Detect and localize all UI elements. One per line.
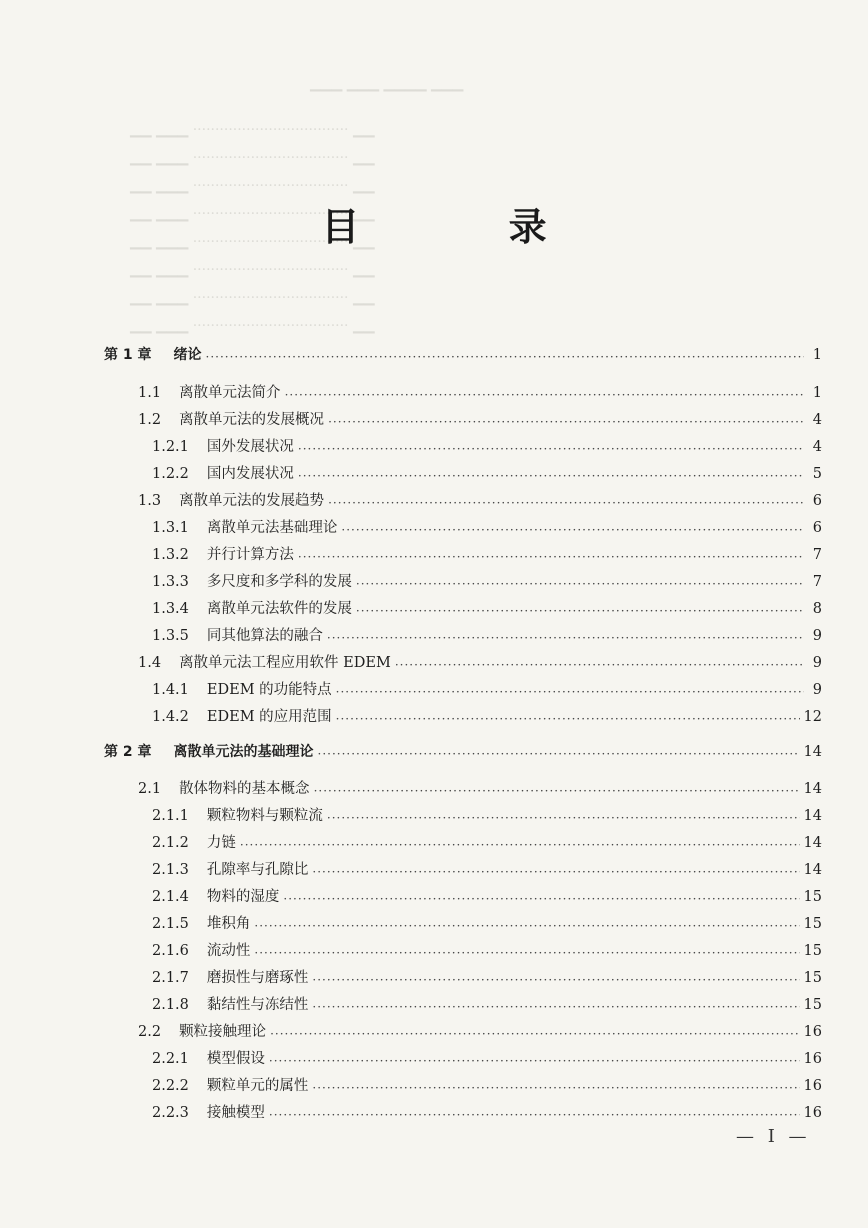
toc-entry[interactable] xyxy=(138,490,822,512)
toc-entry-number: 2.1.7 xyxy=(152,970,189,986)
toc-entry-number: 1.4.2 xyxy=(152,709,189,725)
toc-entry-page-number: 15 xyxy=(803,916,822,932)
toc-entry-number: 1.3.4 xyxy=(152,601,189,617)
toc-entry-number: 1.3.3 xyxy=(152,574,189,590)
toc-entry-title: EDEM 的功能特点 xyxy=(206,682,332,698)
toc-entry-title: 离散单元法的发展概况 xyxy=(179,412,325,428)
toc-entry-title: 颗粒接触理论 xyxy=(179,1024,267,1040)
toc-entry-number: 1.4 xyxy=(138,655,162,671)
toc-entry[interactable] xyxy=(152,967,822,989)
dot-leader xyxy=(240,836,800,854)
toc-entry[interactable] xyxy=(152,886,822,908)
toc-entry-number: 2.1.6 xyxy=(152,943,189,959)
dot-leader xyxy=(318,745,800,763)
toc-entry-page-number: 8 xyxy=(812,601,822,617)
toc-entry-number: 1.1 xyxy=(138,385,162,401)
toc-entry-page-number: 15 xyxy=(803,889,822,905)
toc-entry-number: 2.1.2 xyxy=(152,835,189,851)
toc-entry[interactable] xyxy=(152,625,822,647)
dot-leader xyxy=(312,1079,799,1097)
toc-entry-title: 离散单元法的发展趋势 xyxy=(179,493,325,509)
toc-entry-page-number: 15 xyxy=(803,943,822,959)
toc-entry[interactable] xyxy=(152,1102,822,1124)
toc-entry-page-number: 14 xyxy=(803,808,822,824)
toc-entry[interactable] xyxy=(152,598,822,620)
toc-entry[interactable] xyxy=(152,436,822,458)
toc-entry[interactable] xyxy=(152,544,822,566)
toc-entry-title: 同其他算法的融合 xyxy=(206,628,323,644)
toc-entry-title: 离散单元法软件的发展 xyxy=(206,601,352,617)
dot-leader xyxy=(395,656,804,674)
toc-entry-title: 绪论 xyxy=(173,347,202,363)
toc-entry-page-number: 12 xyxy=(803,709,822,725)
toc-entry-title: 黏结性与冻结性 xyxy=(206,997,309,1013)
toc-entry-number: 2.2.2 xyxy=(152,1078,189,1094)
toc-entry-title: 多尺度和多学科的发展 xyxy=(206,574,352,590)
toc-entry-title: 散体物料的基本概念 xyxy=(179,781,310,797)
dot-leader xyxy=(336,683,804,701)
toc-entry-title: 国外发展状况 xyxy=(206,439,294,455)
toc-entry-number: 2.2.1 xyxy=(152,1051,189,1067)
toc-chapter-entry[interactable] xyxy=(104,344,822,366)
toc-entry-title: 颗粒物料与颗粒流 xyxy=(206,808,323,824)
toc-entry-page-number: 16 xyxy=(803,1078,822,1094)
toc-entry[interactable] xyxy=(138,652,822,674)
toc-entry-page-number: 16 xyxy=(803,1024,822,1040)
toc-entry-title: 离散单元法基础理论 xyxy=(206,520,338,536)
toc-entry-title: 离散单元法的基础理论 xyxy=(173,744,314,760)
toc-entry-page-number: 7 xyxy=(812,547,822,563)
toc-entry-page-number: 9 xyxy=(812,682,822,698)
toc-entry-number: 1.3.5 xyxy=(152,628,189,644)
dot-leader xyxy=(283,890,799,908)
toc-entry-number: 2.2 xyxy=(138,1024,162,1040)
toc-entry[interactable] xyxy=(152,913,822,935)
page-folio: — I — xyxy=(736,1126,811,1147)
toc-entry-page-number: 9 xyxy=(812,628,822,644)
toc-entry-number: 2.1 xyxy=(138,781,162,797)
toc-entry-page-number: 6 xyxy=(812,493,822,509)
toc-entry-page-number: 14 xyxy=(803,744,822,760)
toc-entry-number: 1.3 xyxy=(138,493,162,509)
dot-leader xyxy=(254,944,799,962)
dot-leader xyxy=(312,971,799,989)
toc-entry-number: 1.4.1 xyxy=(152,682,189,698)
toc-entry-page-number: 4 xyxy=(812,439,822,455)
toc-entry-number: 2.1.4 xyxy=(152,889,189,905)
toc-entry-number: 2.1.8 xyxy=(152,997,189,1013)
toc-entry-title: 孔隙率与孔隙比 xyxy=(206,862,309,878)
toc-entry[interactable] xyxy=(138,382,822,404)
toc-entry-page-number: 16 xyxy=(803,1051,822,1067)
toc-entry-number: 1.2.1 xyxy=(152,439,189,455)
dot-leader xyxy=(269,1106,800,1124)
toc-entry-number: 2.1.5 xyxy=(152,916,189,932)
toc-entry-title: 磨损性与磨琢性 xyxy=(206,970,309,986)
toc-entry-number: 1.2.2 xyxy=(152,466,189,482)
dot-leader xyxy=(298,467,804,485)
toc-entry-page-number: 14 xyxy=(803,781,822,797)
toc-entry-page-number: 1 xyxy=(812,347,822,363)
toc-entry-page-number: 4 xyxy=(812,412,822,428)
toc-entry-title: 国内发展状况 xyxy=(206,466,294,482)
toc-entry-page-number: 9 xyxy=(812,655,822,671)
dot-leader xyxy=(328,413,804,431)
dot-leader xyxy=(206,348,805,366)
toc-entry-title: 接触模型 xyxy=(206,1105,265,1121)
toc-entry[interactable] xyxy=(138,409,822,431)
dot-leader xyxy=(356,602,804,620)
toc-entry-number: 1.3.1 xyxy=(152,520,189,536)
toc-entry-title: EDEM 的应用范围 xyxy=(206,709,332,725)
dot-leader xyxy=(327,629,804,647)
dot-leader xyxy=(336,710,800,728)
toc-entry-number: 2.1.3 xyxy=(152,862,189,878)
dot-leader xyxy=(341,521,804,539)
dot-leader xyxy=(298,440,804,458)
toc-entry-number: 第 1 章 xyxy=(104,347,152,363)
page-title: 目 录 xyxy=(321,205,615,249)
dot-leader xyxy=(285,386,804,404)
toc-entry-page-number: 1 xyxy=(812,385,822,401)
toc-entry[interactable] xyxy=(152,679,822,701)
toc-entry-title: 力链 xyxy=(206,835,236,851)
toc-entry[interactable] xyxy=(152,859,822,881)
toc-entry[interactable] xyxy=(138,778,822,800)
toc-entry-page-number: 14 xyxy=(803,862,822,878)
dot-leader xyxy=(312,863,799,881)
toc-entry-number: 1.3.2 xyxy=(152,547,189,563)
toc-entry-title: 物料的湿度 xyxy=(206,889,280,905)
toc-entry[interactable] xyxy=(152,832,822,854)
toc-entry-page-number: 15 xyxy=(803,970,822,986)
toc-entry-page-number: 5 xyxy=(812,466,822,482)
toc-entry[interactable] xyxy=(152,940,822,962)
toc-entry-page-number: 7 xyxy=(812,574,822,590)
toc-entry[interactable] xyxy=(138,1021,822,1043)
dot-leader xyxy=(314,782,800,800)
toc-entry-page-number: 16 xyxy=(803,1105,822,1121)
bleed-through-texture: ▁▁▁ ▁▁▁ ▁▁▁▁ ▁▁▁ ▁▁ ▁▁▁ ··································· ▁▁ ▁▁ ▁▁▁ ··································· ▁▁ ▁▁ ▁▁▁ ··································· ▁▁ ▁▁ ▁▁▁ ··································· ▁▁ ▁▁ ▁▁▁ ··································· ▁▁ ▁▁ ▁▁▁ ··································· ▁▁ ▁▁ ▁▁▁ ··································· ▁▁ ▁▁ ▁▁▁ ··································· ▁▁ xyxy=(130,76,464,334)
toc-entry-page-number: 6 xyxy=(812,520,822,536)
toc-entry[interactable] xyxy=(152,517,822,539)
toc-entry-number: 2.1.1 xyxy=(152,808,189,824)
dot-leader xyxy=(327,809,800,827)
toc-entry-title: 离散单元法工程应用软件 EDEM xyxy=(179,655,391,671)
toc-entry-page-number: 15 xyxy=(803,997,822,1013)
toc-entry-title: 颗粒单元的属性 xyxy=(206,1078,309,1094)
toc-entry-title: 模型假设 xyxy=(206,1051,265,1067)
toc-entry-title: 并行计算方法 xyxy=(206,547,294,563)
toc-entry[interactable] xyxy=(152,1048,822,1070)
toc-entry-title: 流动性 xyxy=(206,943,251,959)
dot-leader xyxy=(356,575,804,593)
toc-chapter-entry[interactable] xyxy=(104,741,822,763)
toc-entry-title: 堆积角 xyxy=(206,916,251,932)
toc-entry[interactable] xyxy=(152,994,822,1016)
dot-leader xyxy=(270,1025,799,1043)
toc-entry[interactable] xyxy=(152,1075,822,1097)
toc-entry[interactable] xyxy=(152,706,822,728)
toc-entry-page-number: 14 xyxy=(803,835,822,851)
dot-leader xyxy=(269,1052,800,1070)
toc-entry-title: 离散单元法简介 xyxy=(179,385,281,401)
toc-entry-number: 2.2.3 xyxy=(152,1105,189,1121)
dot-leader xyxy=(328,494,804,512)
toc-entry-number: 第 2 章 xyxy=(104,744,152,760)
dot-leader xyxy=(254,917,799,935)
dot-leader xyxy=(312,998,799,1016)
toc-entry[interactable] xyxy=(152,571,822,593)
toc-entry[interactable] xyxy=(152,805,822,827)
toc-entry-number: 1.2 xyxy=(138,412,162,428)
dot-leader xyxy=(298,548,804,566)
toc-entry[interactable] xyxy=(152,463,822,485)
